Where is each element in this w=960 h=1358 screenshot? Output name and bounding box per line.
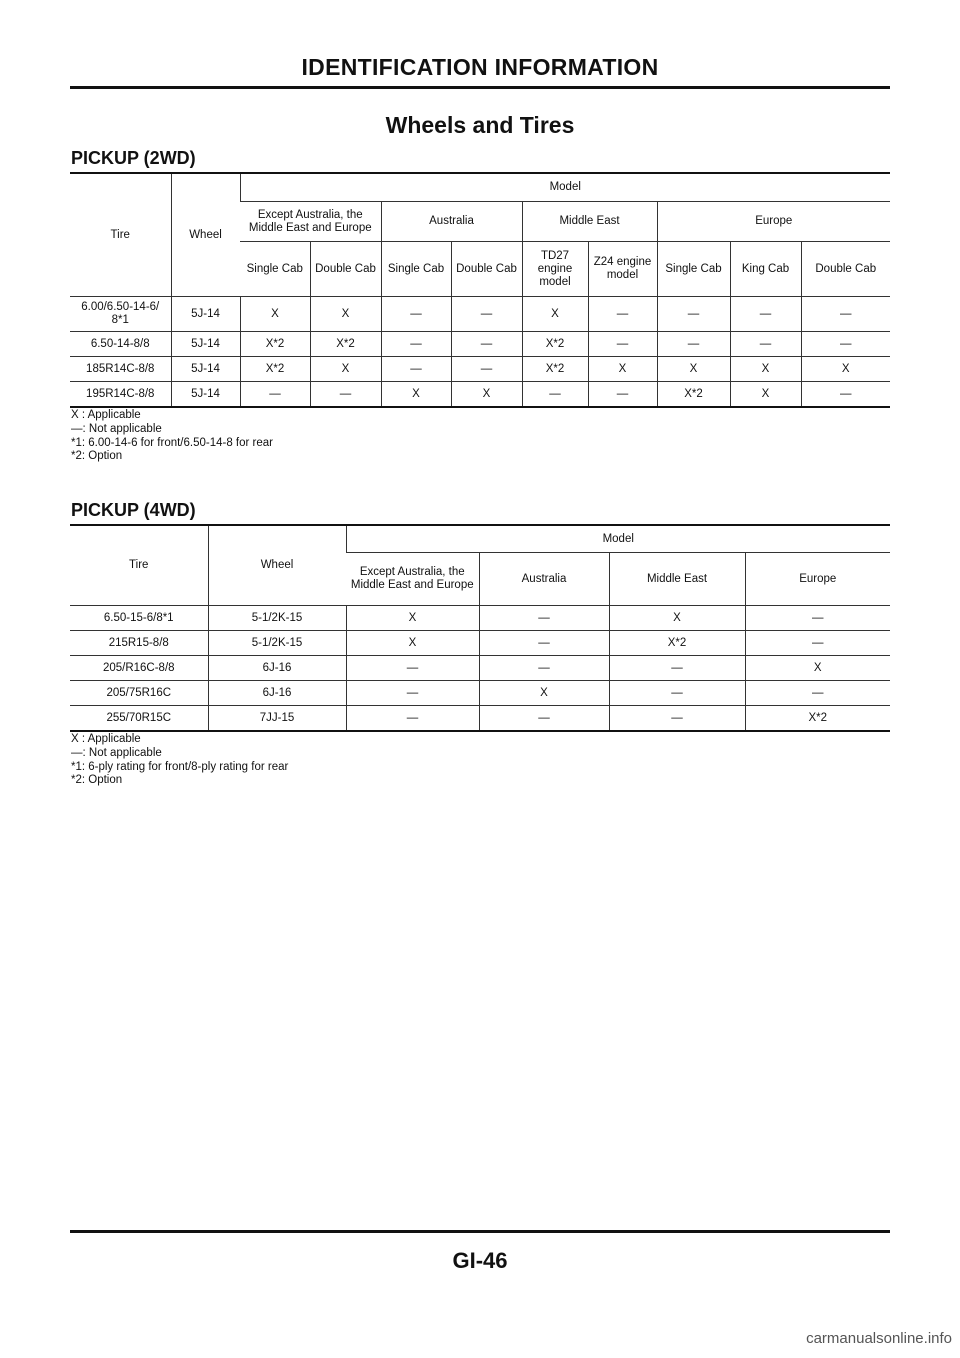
table-cell: 6.50-15-6/8*1	[70, 606, 208, 631]
table-cell: —	[381, 332, 451, 357]
table-cell: —	[240, 382, 310, 408]
sub-header: Except Australia, the Middle East and Europe	[346, 553, 479, 606]
table-cell: 6.00/6.50-14-6/ 8*1	[70, 297, 171, 332]
table-cell: 5J-14	[171, 382, 240, 408]
section-title-2wd: PICKUP (2WD)	[71, 148, 196, 168]
sub-header: Double Cab	[801, 242, 890, 297]
table-cell: —	[479, 656, 609, 681]
note-line: —: Not applicable	[71, 422, 162, 435]
page-number: GI-46	[452, 1248, 508, 1273]
table-cell: —	[588, 297, 657, 332]
table-row	[70, 297, 890, 332]
table-cell: —	[609, 681, 745, 706]
header-row	[70, 173, 890, 202]
table-cell: —	[451, 332, 522, 357]
table-cell: X	[522, 297, 588, 332]
table-cell: 6J-16	[208, 656, 346, 681]
table-cell: X	[730, 382, 801, 408]
table-cell: —	[451, 297, 522, 332]
group-header-middle-east: Middle East	[522, 202, 657, 242]
table-cell: —	[801, 297, 890, 332]
table-cell: —	[346, 706, 479, 732]
footer-rule	[70, 1230, 890, 1233]
table-cell: —	[479, 706, 609, 732]
table-cell: —	[346, 656, 479, 681]
table-cell: X	[310, 297, 381, 332]
table-cell: X	[381, 382, 451, 408]
note-line: *1: 6.00-14-6 for front/6.50-14-8 for rear	[71, 436, 273, 449]
table-cell: —	[609, 656, 745, 681]
table-4wd	[70, 524, 890, 732]
column-header-model: Model	[240, 173, 890, 202]
table-2wd	[70, 172, 890, 408]
note-line: *1: 6-ply rating for front/8-ply rating for rear	[71, 760, 289, 773]
page-title: Wheels and Tires	[385, 112, 575, 138]
table-cell: —	[479, 631, 609, 656]
table-cell: —	[588, 382, 657, 408]
table-row	[70, 706, 890, 732]
sub-header: Middle East	[609, 553, 745, 606]
table-cell: X	[730, 357, 801, 382]
table-cell: —	[730, 332, 801, 357]
note-line: *2: Option	[71, 450, 123, 463]
table-cell: X	[588, 357, 657, 382]
table-cell: X	[745, 656, 890, 681]
column-header-wheel: Wheel	[171, 173, 240, 297]
table-cell: —	[310, 382, 381, 408]
table-cell: 5-1/2K-15	[208, 606, 346, 631]
table-cell: X	[346, 606, 479, 631]
table-cell: 215R15-8/8	[70, 631, 208, 656]
table-cell: X	[451, 382, 522, 408]
sub-header: TD27 engine model	[522, 242, 588, 297]
table-cell: —	[381, 297, 451, 332]
sub-header: Double Cab	[451, 242, 522, 297]
table-cell: X*2	[310, 332, 381, 357]
table-cell: —	[730, 297, 801, 332]
table-cell: 205/75R16C	[70, 681, 208, 706]
note-line: —: Not applicable	[71, 746, 162, 759]
header-row	[70, 525, 890, 553]
notes-2wd	[71, 409, 273, 464]
table-cell: 185R14C-8/8	[70, 357, 171, 382]
table-cell: 5-1/2K-15	[208, 631, 346, 656]
table-row	[70, 631, 890, 656]
table-row	[70, 606, 890, 631]
table-cell: X	[240, 297, 310, 332]
group-header-europe: Europe	[657, 202, 890, 242]
header-rule	[70, 86, 890, 89]
sub-header: Single Cab	[381, 242, 451, 297]
table-cell: X	[657, 357, 730, 382]
table-cell: 5J-14	[171, 297, 240, 332]
table-cell: —	[745, 681, 890, 706]
table-cell: 7JJ-15	[208, 706, 346, 732]
sub-header: King Cab	[730, 242, 801, 297]
table-cell: —	[381, 357, 451, 382]
group-header-except: Except Australia, the Middle East and Europe	[240, 202, 381, 242]
sub-header: Single Cab	[657, 242, 730, 297]
sub-header: Europe	[745, 553, 890, 606]
table-cell: 205/R16C-8/8	[70, 656, 208, 681]
header-title: IDENTIFICATION INFORMATION	[301, 54, 659, 80]
table-cell: 6J-16	[208, 681, 346, 706]
table-cell: 5J-14	[171, 332, 240, 357]
table-cell: X	[609, 606, 745, 631]
watermark: carmanualsonline.info	[806, 1330, 952, 1347]
table-row	[70, 332, 890, 357]
table-cell: X*2	[522, 357, 588, 382]
sub-header: Australia	[479, 553, 609, 606]
table-cell: —	[588, 332, 657, 357]
column-header-wheel: Wheel	[208, 525, 346, 606]
table-cell: X	[310, 357, 381, 382]
column-header-model: Model	[346, 525, 890, 553]
table-cell: X	[346, 631, 479, 656]
table-cell: —	[522, 382, 588, 408]
sub-header: Single Cab	[240, 242, 310, 297]
table-cell: —	[745, 606, 890, 631]
table-cell: X*2	[657, 382, 730, 408]
table-cell: X*2	[240, 332, 310, 357]
table-cell: X*2	[745, 706, 890, 732]
table-cell: X	[801, 357, 890, 382]
section-title-4wd: PICKUP (4WD)	[71, 500, 196, 520]
table-cell: X*2	[240, 357, 310, 382]
column-header-tire: Tire	[70, 173, 171, 297]
table-cell: —	[801, 382, 890, 408]
table-cell: —	[657, 332, 730, 357]
sub-header: Z24 engine model	[588, 242, 657, 297]
table-row	[70, 656, 890, 681]
column-header-tire: Tire	[70, 525, 208, 606]
table-cell: 5J-14	[171, 357, 240, 382]
table-cell: —	[657, 297, 730, 332]
table-cell: —	[479, 606, 609, 631]
table-cell: 255/70R15C	[70, 706, 208, 732]
note-line: X : Applicable	[71, 733, 141, 745]
table-cell: X	[479, 681, 609, 706]
table-cell: —	[451, 357, 522, 382]
table-cell: X*2	[609, 631, 745, 656]
table-cell: —	[801, 332, 890, 357]
table-row	[70, 382, 890, 408]
table-cell: —	[609, 706, 745, 732]
group-header-australia: Australia	[381, 202, 522, 242]
table-row	[70, 357, 890, 382]
note-line: *2: Option	[71, 774, 123, 787]
table-cell: —	[346, 681, 479, 706]
notes-4wd	[71, 733, 288, 788]
table-cell: X*2	[522, 332, 588, 357]
table-cell: 195R14C-8/8	[70, 382, 171, 408]
table-row	[70, 681, 890, 706]
note-line: X : Applicable	[71, 409, 141, 421]
table-cell: 6.50-14-8/8	[70, 332, 171, 357]
sub-header: Double Cab	[310, 242, 381, 297]
table-cell: —	[745, 631, 890, 656]
